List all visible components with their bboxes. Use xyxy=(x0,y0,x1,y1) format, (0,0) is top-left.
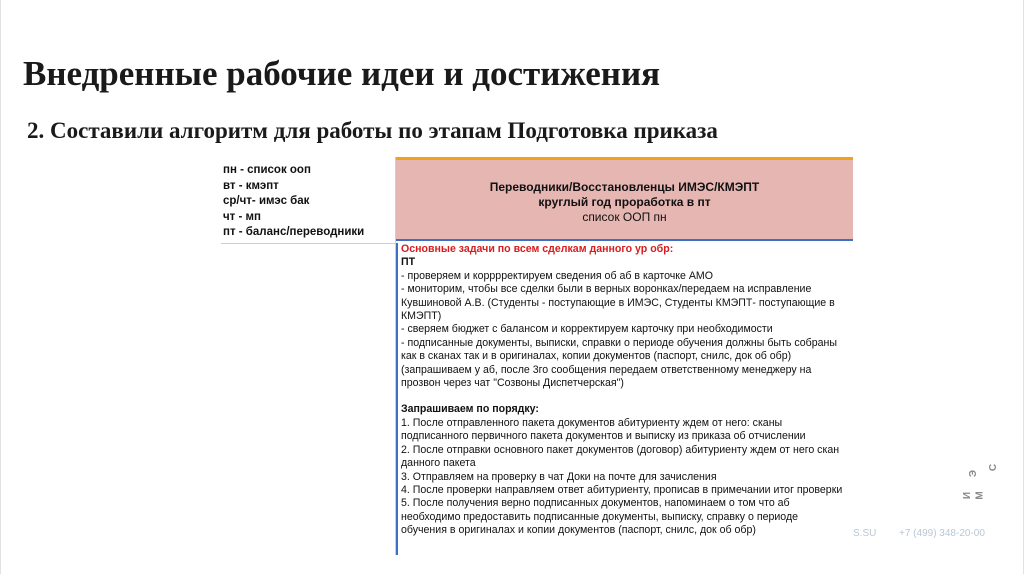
logo-letter: И xyxy=(962,491,974,500)
day-item-mon: пн - список ооп xyxy=(223,164,311,176)
spreadsheet-screenshot xyxy=(221,157,853,555)
step-line: 2. После отправки основного пакет документов (договор) абитуриенту ждем от него скан xyxy=(401,443,840,456)
footer-site: S.SU xyxy=(853,528,877,539)
task-line: Кувшиновой А.В. (Студенты - поступающие в ИМЭС, Студенты КМЭПТ- поступающие в xyxy=(401,296,835,309)
footer-phone: +7 (499) 348-20-00 xyxy=(899,528,985,539)
step-line: 5. После получения верно подписанных документов, напоминаем о том что аб xyxy=(401,497,790,510)
day-list xyxy=(221,157,395,241)
day-item-fri: пт - баланс/переводники xyxy=(223,226,365,238)
step-line: подписанного первичного пакета документов и выписку из приказа об отчислении xyxy=(401,430,806,443)
step-line: данного пакета xyxy=(401,457,476,470)
logo-letter: Э xyxy=(968,469,980,478)
order-heading: Запрашиваем по порядку: xyxy=(401,403,539,416)
step-line: 4. После проверки направляем ответ абитуриенту, прописав в примечании итог проверки xyxy=(401,483,843,496)
task-line: как в сканах так и в оригиналах, копии документов (паспорт, снилс, док об обр) xyxy=(401,350,792,363)
slide-title: Внедренные рабочие идеи и достижения xyxy=(23,54,661,93)
step-line: обучения в оригиналах и копии документов (паспорт, снилс, док об обр) xyxy=(401,524,756,537)
task-line: - мониторим, чтобы все сделки были в верных воронках/передаем на исправление xyxy=(401,283,812,296)
task-line: - проверяем и корррректируем сведения об аб в карточке АМО xyxy=(401,269,713,282)
friday-label: ПТ xyxy=(401,256,416,269)
process-header-cell xyxy=(396,160,853,241)
logo-letter: С xyxy=(988,463,1000,472)
day-item-tue: вт - кмэпт xyxy=(223,179,279,192)
task-line: - подписанные документы, выписки, справки о периоде обучения должны быть собраны xyxy=(401,336,837,349)
task-line: прозвон через чат "Созвоны Диспетчерская") xyxy=(401,377,624,390)
imes-logo xyxy=(964,462,998,502)
schedule-cell xyxy=(221,157,395,244)
logo-letter: М xyxy=(974,491,986,500)
process-column xyxy=(396,157,853,555)
process-body-cell xyxy=(396,243,853,555)
day-item-thu: чт - мп xyxy=(223,210,261,223)
spacer xyxy=(401,390,849,403)
header-line-1: Переводники/Восстановленцы ИМЭС/КМЭПТ xyxy=(489,180,760,194)
tasks-heading: Основные задачи по всем сделкам данного ур обр: xyxy=(401,243,674,255)
step-line: 3. Отправляем на проверку в чат Доки на почте для зачисления xyxy=(401,470,717,483)
task-line: КМЭПТ) xyxy=(401,310,442,323)
step-line: 1. После отправленного пакета документов абитуриенту ждем от него: сканы xyxy=(401,416,783,429)
header-line-3: список ООП пн xyxy=(582,210,667,224)
schedule-column xyxy=(221,157,396,555)
step-line: необходимо предоставить подписанные документы, выписку, справку о периоде xyxy=(401,510,799,523)
slide-subtitle: 2. Составили алгоритм для работы по этапам Подготовка приказа xyxy=(27,118,718,143)
header-line-2: круглый год проработка в пт xyxy=(538,195,711,209)
task-line: - сверяем бюджет с балансом и корректируем карточку при необходимости xyxy=(401,323,773,336)
day-item-wed-thu: ср/чт- имэс бак xyxy=(223,195,310,207)
task-lines xyxy=(401,270,849,391)
task-line: (запрашиваем у аб, после 3го сообщения передаем ответственному менеджеру на xyxy=(401,363,812,376)
step-lines xyxy=(401,417,849,538)
